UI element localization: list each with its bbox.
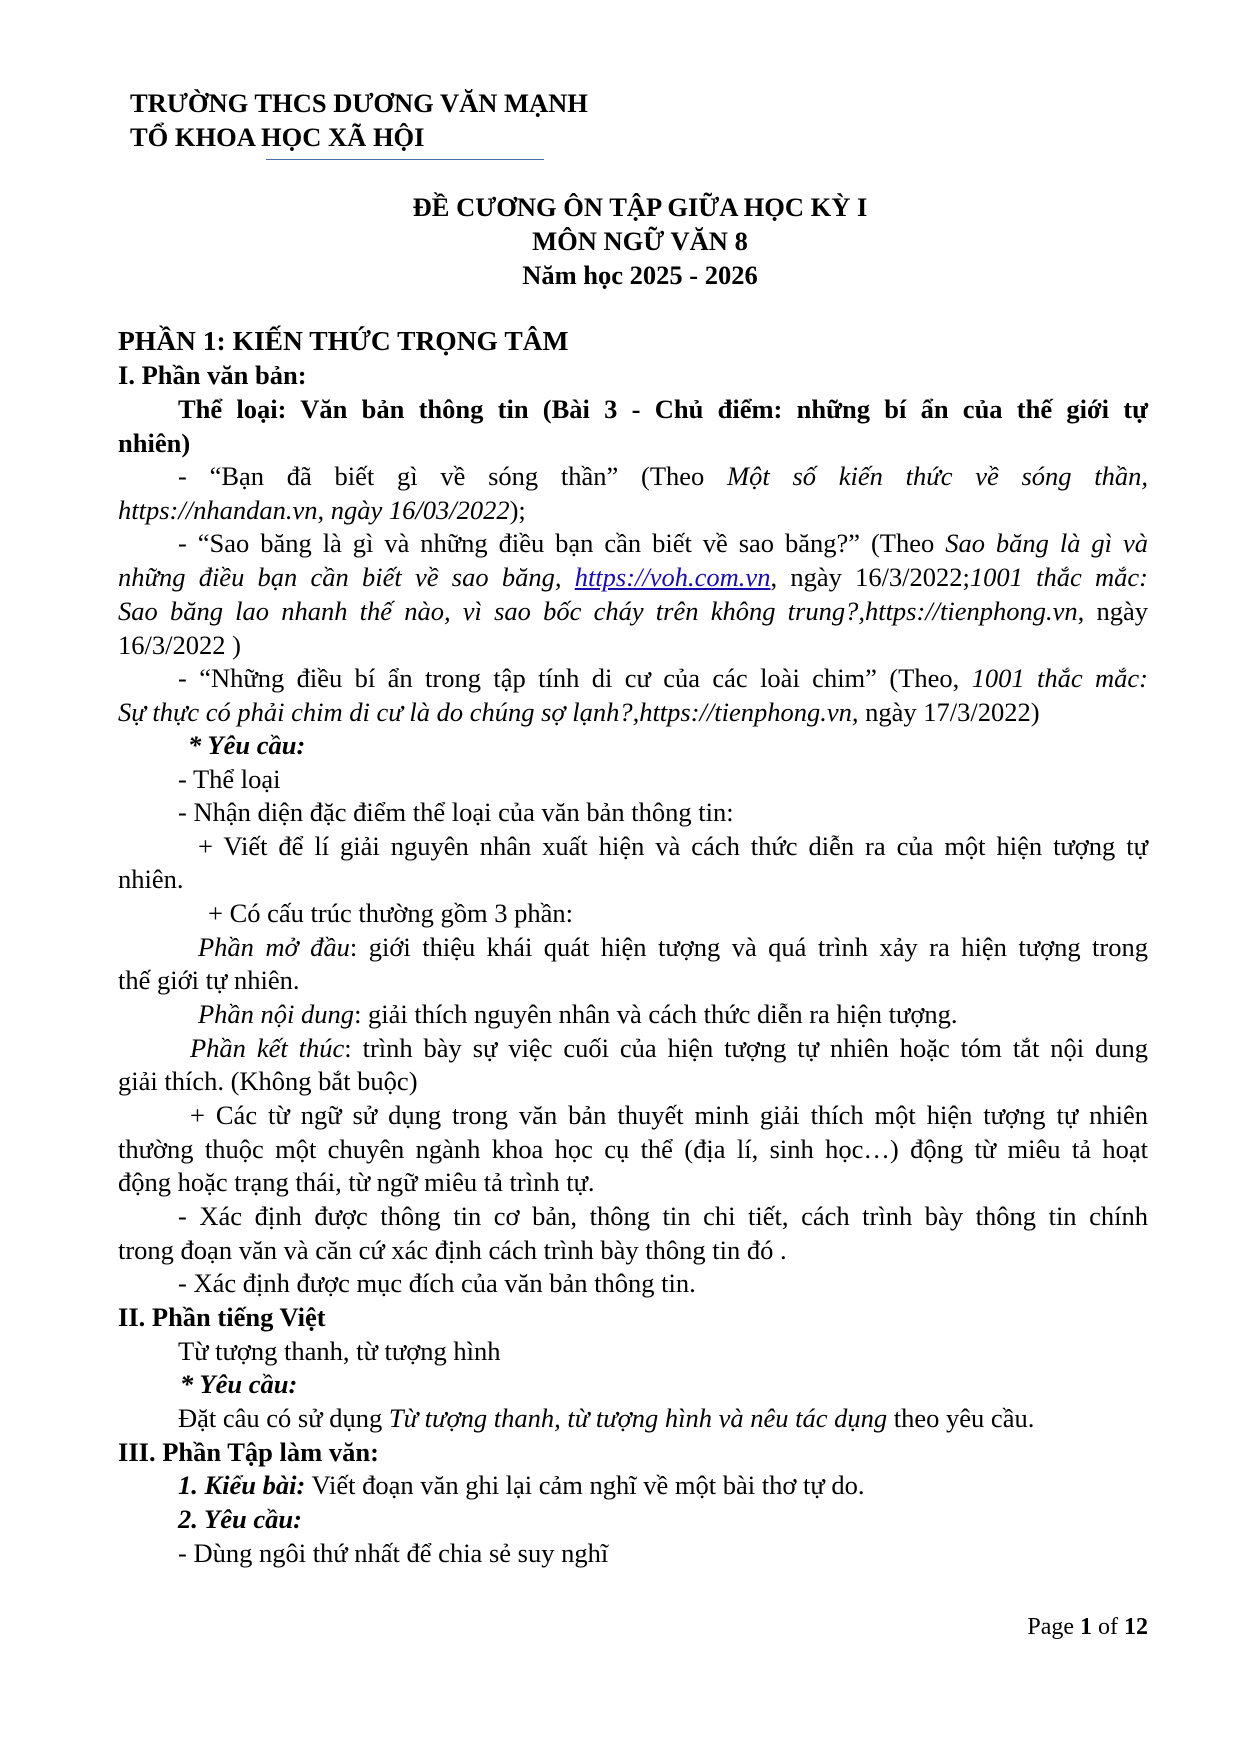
page-number: Page 1 of 12: [1027, 1614, 1148, 1640]
section3-req-label: 2. Yêu cầu:: [178, 1504, 302, 1534]
source-item-2-date: 16/3/2022 ): [118, 630, 241, 660]
section2-req-label: * Yêu cầu:: [180, 1369, 298, 1399]
structure-ending-cont: giải thích. (Không bắt buộc): [118, 1066, 418, 1096]
section3-req-first-person: - Dùng ngôi thứ nhất để chia sẻ suy nghĩ: [178, 1538, 609, 1568]
structure-opening-cont: thế giới tự nhiên.: [118, 965, 300, 995]
source-item-2-cont: những điều bạn cần biết về sao băng, https://voh.com.vn, ngày 16/3/2022;1001 thắc mắc:: [118, 562, 1148, 592]
source-item-1: - “Bạn đã biết gì về sóng thần” (Theo Một số kiến thức về sóng thần,: [178, 461, 1149, 491]
section2-topic: Từ tượng thanh, từ tượng hình: [178, 1336, 501, 1366]
section2-heading: II. Phần tiếng Việt: [118, 1302, 326, 1332]
section3-heading: III. Phần Tập làm văn:: [118, 1437, 379, 1467]
source-item-3: - “Những điều bí ẩn trong tập tính di cư của các loài chim” (Theo, 1001 thắc mắc:: [178, 663, 1148, 693]
source-item-2-cont2: Sao băng lao nhanh thế nào, vì sao bốc cháy trên không trung?,https://tienphong.vn, ngày: [118, 596, 1149, 626]
doc-title: ĐỀ CƯƠNG ÔN TẬP GIỮA HỌC KỲ I: [412, 192, 868, 222]
req-structure: + Có cấu trúc thường gồm 3 phần:: [208, 898, 573, 928]
req-identify: - Nhận diện đặc điểm thể loại của văn bản thông tin:: [178, 797, 734, 827]
requirements-label: * Yêu cầu:: [188, 730, 306, 760]
req-explain: + Viết để lí giải nguyên nhân xuất hiện và cách thức diễn ra của một hiện tượng tự: [198, 831, 1148, 861]
school-name: TRƯỜNG THCS DƯƠNG VĂN MẠNH: [130, 88, 588, 118]
structure-opening: Phần mở đầu: giới thiệu khái quát hiện tượng và quá trình xảy ra hiện tượng trong: [198, 932, 1148, 962]
source-item-2: - “Sao băng là gì và những điều bạn cần biết về sao băng?” (Theo Sao băng là gì và: [178, 528, 1148, 558]
doc-subject: MÔN NGỮ VĂN 8: [532, 226, 748, 256]
voh-link[interactable]: https://voh.com.vn: [574, 562, 771, 592]
req-information-cont: trong đoạn văn và căn cứ xác định cách trình bày thông tin đó .: [118, 1235, 787, 1265]
header-underline: [266, 159, 544, 160]
req-genre: - Thể loại: [178, 764, 281, 794]
req-vocabulary-cont2: động hoặc trạng thái, từ ngữ miêu tả trình tự.: [118, 1167, 595, 1197]
section3-type: 1. Kiểu bài: Viết đoạn văn ghi lại cảm nghĩ về một bài thơ tự do.: [178, 1470, 865, 1500]
structure-body: Phần nội dung: giải thích nguyên nhân và cách thức diễn ra hiện tượng.: [198, 999, 958, 1029]
req-vocabulary-cont: thường thuộc một chuyên ngành khoa học cụ thể (địa lí, sinh học…) động từ miêu tả hoạt: [118, 1134, 1148, 1164]
genre-line-cont: nhiên): [118, 428, 191, 458]
req-information: - Xác định được thông tin cơ bản, thông tin chi tiết, cách trình bày thông tin chính: [178, 1201, 1148, 1231]
doc-school-year: Năm học 2025 - 2026: [522, 260, 758, 290]
source-item-1-cont: https://nhandan.vn, ngày 16/03/2022);: [118, 495, 526, 525]
genre-line: Thể loại: Văn bản thông tin (Bài 3 - Chủ điểm: những bí ẩn của thế giới tự: [178, 394, 1148, 424]
section1-heading: I. Phần văn bản:: [118, 360, 307, 390]
req-explain-cont: nhiên.: [118, 864, 184, 894]
part1-heading: PHẦN 1: KIẾN THỨC TRỌNG TÂM: [118, 325, 569, 356]
req-purpose: - Xác định được mục đích của văn bản thông tin.: [178, 1268, 696, 1298]
source-item-3-cont: Sự thực có phải chim di cư là do chúng sợ lạnh?,https://tienphong.vn, ngày 17/3/2022): [118, 697, 1040, 727]
structure-ending: Phần kết thúc: trình bày sự việc cuối của hiện tượng tự nhiên hoặc tóm tắt nội dung: [190, 1033, 1149, 1063]
department-name: TỔ KHOA HỌC XÃ HỘI: [130, 122, 425, 152]
section2-req: Đặt câu có sử dụng Từ tượng thanh, từ tượng hình và nêu tác dụng theo yêu cầu.: [178, 1403, 1035, 1433]
req-vocabulary: + Các từ ngữ sử dụng trong văn bản thuyết minh giải thích một hiện tượng tự nhiên: [190, 1100, 1148, 1130]
